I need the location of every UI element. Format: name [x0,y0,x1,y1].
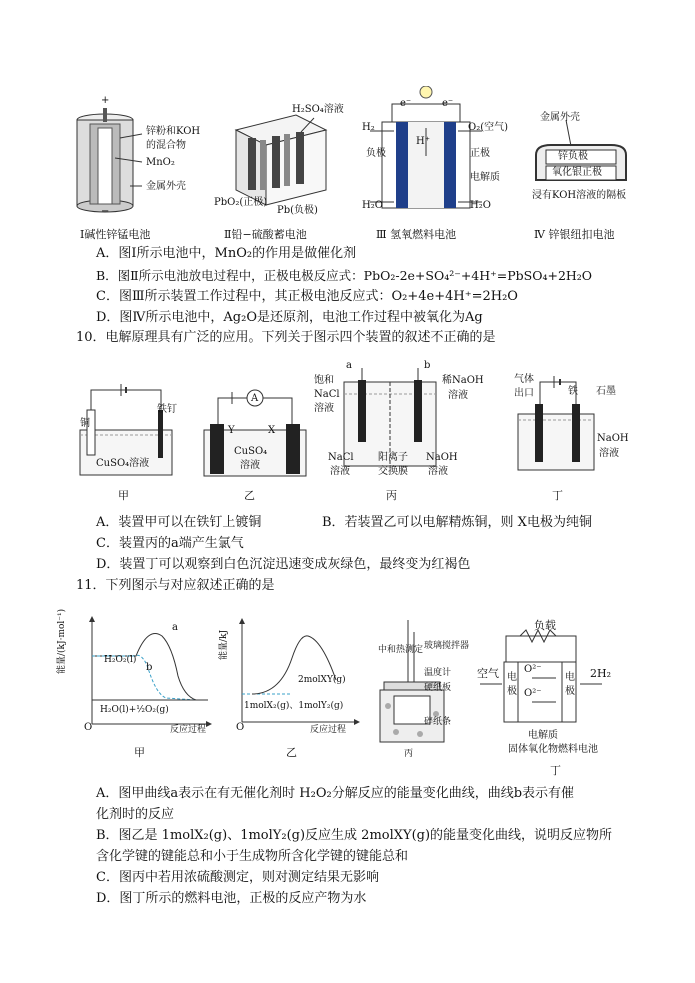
battery-iii-electron-right: e⁻ [442,98,454,109]
device-bing-bottom-right-1: NaOH [426,452,458,463]
calorimeter-paper: 碎纸条 [424,717,452,727]
battery-iii-hplus: H⁺ [416,136,430,147]
device-jia-copper: 铜 [80,418,90,429]
device-yi-solution-1: CuSO₄ [234,446,268,457]
device-bing-figure [340,366,440,482]
caption-ding: 丁 [552,489,563,502]
q11-option-b-line2: 含化学键的键能总和小于生成物所含化学键的键能总和 [96,849,409,864]
device-bing-b: b [424,360,431,371]
battery-iv-label-ag2o: 氧化银正极 [552,167,602,178]
fuel-cell-right-electrode-2: 极 [565,686,575,697]
graph-jia-curve-b: b [146,662,153,673]
battery-iii-negative: 负极 [366,148,386,159]
caption-graph-jia: 甲 [134,746,145,759]
graph-jia-drawing [76,616,216,736]
device-bing-bottom-left-1: NaCl [328,452,354,463]
device-bing-right-2: 溶液 [448,390,468,401]
device-ding-solution-1: NaOH [597,433,629,444]
device-bing-membrane-1: 阳离子 [378,452,408,463]
device-ding-iron: 铁 [568,386,578,397]
device-bing-right-1: 稀NaOH [442,375,484,386]
battery-iv-label-zinc: 锌负极 [558,151,588,162]
battery-i-label-shell: 金属外壳 [146,181,186,192]
graph-jia-ylabel: 能量/(kJ·mol⁻¹) [57,608,67,674]
graph-yi-ylabel: 能量/kJ [219,629,229,660]
calorimeter-thermometer: 温度计 [424,668,452,678]
q11-option-b-line1: B．图乙是 1molX₂(g)、1molY₂(g)反应生成 2molXY(g)的能量变化曲线，说明反应物所 [96,828,613,843]
device-bing-left-3: 溶液 [314,403,334,414]
fuel-cell-h2: 2H₂ [590,667,612,680]
battery-iii-positive: 正极 [470,148,490,159]
fuel-cell-caption-title: 固体氧化物燃料电池 [508,744,598,755]
q11-option-d: D．图丁所示的燃料电池，正极的反应产物为水 [96,891,367,906]
fuel-cell-air: 空气 [477,667,499,680]
device-bing-a: a [346,360,352,371]
fuel-cell-right-electrode-1: 电 [565,672,575,683]
device-bing-drawing [340,366,440,482]
battery-ii-drawing [226,110,336,210]
q9-option-b: B．图Ⅱ所示电池放电过程中，正极电极反应式：PbO₂-2e+SO₄²⁻+4H⁺=PbSO₄+2H₂O [96,268,593,283]
graph-jia-origin: O [84,722,93,733]
device-yi-y: Y [228,425,235,436]
device-yi-solution-2: 溶液 [240,460,260,471]
device-ding-solution-2: 溶液 [599,448,619,459]
battery-ii-label-pbo2: PbO₂(正极) [214,197,268,208]
caption-graph-yi: 乙 [286,746,297,759]
graph-jia-xlabel: 反应过程 [170,725,207,735]
q9-option-c: C．图Ⅲ所示装置工作过程中，其正极电池反应式：O₂+4e+4H⁺=2H₂O [96,289,518,304]
device-bing-bottom-right-2: 溶液 [428,466,448,477]
battery-i-label-mno2: MnO₂ [146,157,175,168]
device-ding-gas-1: 气体 [514,374,534,385]
graph-jia-figure [76,616,216,736]
q10-option-c: C．装置丙的a端产生氯气 [96,536,244,551]
graph-yi-origin: O [236,722,245,733]
calorimeter-cardboard: 硬纸板 [424,683,452,693]
calorimeter-title: 中和热测定 [378,645,424,655]
fuel-cell-ion-2: O²⁻ [524,688,542,699]
battery-i-plus: + [101,95,110,106]
q10-option-b: B．若装置乙可以电解精炼铜，则 X电极为纯铜 [322,515,592,530]
battery-iii-electron-left: e⁻ [400,98,412,109]
calorimeter-caption: 丙 [404,749,414,759]
battery-iii-h2-in: H₂ [362,122,375,133]
device-bing-left-2: NaCl [314,389,340,400]
fuel-cell-load: 负载 [534,619,556,632]
graph-yi-product: 2molXY(g) [298,675,346,685]
caption-yi: 乙 [244,489,255,502]
device-jia-solution: CuSO₄溶液 [96,458,150,469]
battery-i-figure [70,98,220,218]
battery-iv-label-separator: 浸有KOH溶液的隔板 [532,190,627,201]
battery-i-label-mixture: 的混合物 [146,140,186,151]
caption-battery-iii: Ⅲ 氢氧燃料电池 [376,228,457,241]
fuel-cell-left-electrode-1: 电 [507,672,517,683]
device-ding-gas-2: 出口 [514,388,534,399]
calorimeter-stirrer: 玻璃搅拌器 [424,641,470,651]
graph-jia-product: H₂O(l)+½O₂(g) [100,705,169,715]
battery-iii-h2o-right: H₂O [470,200,491,211]
q10-stem: 10．电解原理具有广泛的应用。下列关于图示四个装置的叙述不正确的是 [76,330,496,345]
graph-yi-xlabel: 反应过程 [310,725,347,735]
fuel-cell-left-electrode-2: 极 [507,686,517,697]
device-bing-bottom-left-2: 溶液 [330,466,350,477]
fuel-cell-electrolyte: 电解质 [528,730,558,741]
q11-option-a-line1: A．图甲曲线a表示在有无催化剂时 H₂O₂分解反应的能量变化曲线，曲线b表示有催 [96,786,575,801]
caption-jia: 甲 [118,489,129,502]
device-yi-x: X [268,425,276,436]
device-ding-graphite: 石墨 [596,386,616,397]
device-bing-membrane-2: 交换膜 [378,466,408,477]
caption-battery-iv: Ⅳ 锌银纽扣电池 [534,228,615,241]
battery-i-drawing [70,98,220,218]
battery-ii-label-h2so4: H₂SO₄溶液 [292,104,344,115]
battery-iii-h2o-left: H₂O [362,200,383,211]
q11-stem: 11．下列图示与对应叙述正确的是 [76,578,275,593]
q10-option-d: D．装置丁可以观察到白色沉淀迅速变成灰绿色，最终变为红褐色 [96,557,471,572]
caption-fuel-cell: 丁 [550,764,561,777]
battery-ii-label-pb: Pb(负极) [277,205,318,216]
device-yi-ammeter: A [251,393,259,404]
battery-iii-electrolyte: 电解质 [470,172,500,183]
caption-bing: 丙 [386,489,397,502]
device-bing-left-1: 饱和 [314,375,334,386]
fuel-cell-ion-1: O²⁻ [524,664,542,675]
battery-i-label-zinc-koh: 锌粉和KOH [146,126,201,137]
graph-jia-curve-a: a [172,622,178,633]
q11-option-c: C．图丙中若用浓硫酸测定，则对测定结果无影响 [96,870,379,885]
battery-ii-figure [226,110,336,210]
battery-iii-o2-in: O₂(空气) [468,122,509,133]
battery-i-minus: − [101,206,110,217]
caption-battery-ii: Ⅱ铅−硫酸蓄电池 [224,228,307,241]
battery-iv-label-shell: 金属外壳 [540,112,580,123]
graph-jia-reactant: H₂O₂(l) [104,655,137,665]
device-jia-nail: 铁钉 [157,404,177,415]
q11-option-a-line2: 化剂时的反应 [96,807,175,822]
caption-battery-i: Ⅰ碱性锌锰电池 [80,228,151,241]
q9-option-d: D．图Ⅳ所示电池中，Ag₂O是还原剂，电池工作过程中被氧化为Ag [96,310,483,325]
q10-option-a: A．装置甲可以在铁钉上镀铜 [96,515,262,530]
q9-option-a: A．图Ⅰ所示电池中，MnO₂的作用是做催化剂 [96,246,357,261]
graph-yi-reactant: 1molX₂(g)、1molY₂(g) [244,701,344,711]
